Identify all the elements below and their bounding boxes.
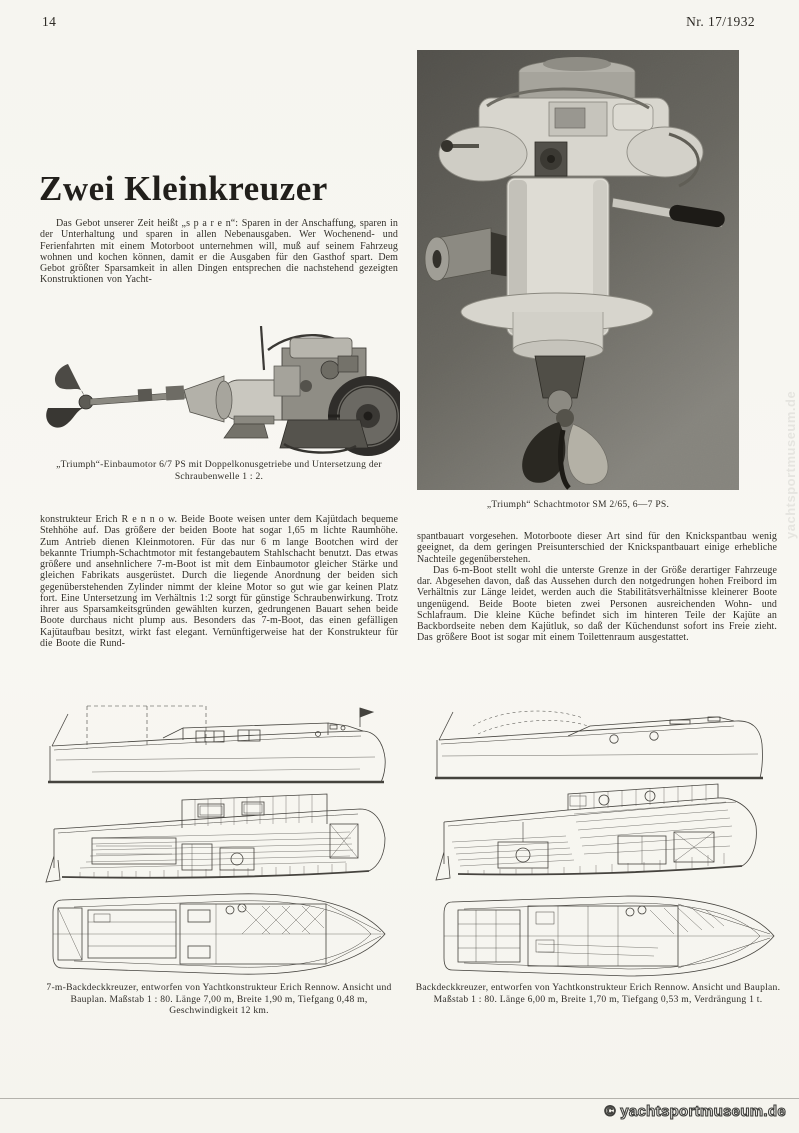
intro-text: Das Gebot unserer Zeit heißt „s p a r e n“: Sparen in der Anschaffung, sparen in der Unterhaltung und sparen in allen Nebenausgaben. Wer Wochenend- und Ferienfahrten mit einem Motorboot unternehmen will, muß auf seinem Fahrzeug wohnen und kochen können, damit er die Ausgaben für den Gasthof spart. Dem Gebot größter Sparsamkeit in allen Dingen entsprechen die nachstehend gezeigten Konstruktionen von Yacht- [40,218,398,286]
boat-7m-plan-illustration [30,696,415,978]
shaft-motor-photo [417,50,739,490]
right-column-text [417,531,777,644]
copyright-watermark: © yachtsportmuseum.de [604,1103,786,1120]
boat-6m-caption: Backdeckkreuzer, entworfen von Yachtkonstrukteur Erich Rennow. Ansicht und Bauplan. Maßstab 1 : 80. Länge 6,00 m, Breite 1,70 m, Tiefgang 0,53 m, Verdrängung 1 t. [415,982,781,1005]
inboard-engine-photo [38,326,400,458]
shaft-motor-illustration [417,50,739,490]
boat-7m-plan-drawing [30,696,415,978]
boat-6m-plan-illustration [418,696,793,978]
article-title: Zwei Kleinkreuzer [39,169,328,209]
intro-paragraph [40,218,398,286]
boat-6m-plan-drawing [418,696,793,978]
boat-7m-caption: 7-m-Backdeckkreuzer, entworfen von Yachtkonstrukteur Erich Rennow. Ansicht und Bauplan. Maßstab 1 : 80. Länge 7,00 m, Breite 1,90 m, Tiefgang 0,48 m, Geschwindigkeit 12 km. [46,982,392,1016]
footer-divider [0,1098,799,1099]
page-number: 14 [42,14,57,29]
issue-number: Nr. 17/1932 [686,14,755,29]
side-watermark: yachtsportmuseum.de [783,390,798,540]
right-column-paragraph-1: spantbauart vorgesehen. Motorboote dieser Art sind für den Knickspantbau wenig geeignet, da dem geringen Preisunterschied der Knickspantbauart einige erhebliche Nachteile gegenüberstehen. [417,531,777,565]
left-column-paragraph: konstrukteur Erich R e n n o w. Beide Boote weisen unter dem Kajütdach bequeme Stehhöhe auf. Das größere der beiden Boote hat sogar 1,65 m lichte Raumhöhe. Zum Antrieb dienen Kleinmotoren. Für das nur 6 m lange Bootchen wird der bekannte Triumph-Schachtmotor mit festangebautem Stahlschacht benutzt. Das etwas größere und ansehnlichere 7-m-Boot ist mit dem Einbaumotor gleicher Stärke und gleichen Fabrikats ausgerüstet. Durch die liegende Anordnung der beiden sich gegenüberstehenden Zylinder nimmt der kleine Motor so gut wie gar keinen Platz fort. Eine Untersetzung im Verhältnis 1:2 sorgt für günstige Schraubenwirkung. Trotz ihrer aus Sparsamkeitsgründen gewählten kurzen, gedrungenen Bauart sehen beide Boote durchaus nicht plump aus. Besonders das 7-m-Boot, das einen gefälligen Kajütaufbau besitzt, wirkt fast elegant. Vernünftigerweise hat der Konstrukteur für die Boote die Rund- [40,514,398,649]
left-column-text [40,514,398,649]
shaft-motor-caption: „Triumph“ Schachtmotor SM 2/65, 6—7 PS. [486,499,670,510]
inboard-engine-caption: „Triumph“-Einbaumotor 6/7 PS mit Doppelkonusgetriebe und Untersetzung der Schraubenwelle 1 : 2. [56,459,382,482]
inboard-engine-illustration [38,326,400,458]
right-column-paragraph-2: Das 6-m-Boot stellt wohl die unterste Grenze in der Größe derartiger Fahrzeuge dar. Abgesehen davon, daß das Aussehen durch den notgedrungen hohen Freibord im Verhältnis zur Länge leidet, werden auch die Stabilitätsverhältnisse kleinerer Boote ungenügend. Beide Boote bieten zwei Personen ausreichenden Wohn- und Schlafraum. Die kleine Küche befindet sich im hinteren Teile der Kajüte an Backbordseite neben dem Kajütluk, so daß der Küchendunst sofort ins Freie zieht. Das größere Boot ist sogar mit einem Toilettenraum ausgestattet. [417,564,777,644]
